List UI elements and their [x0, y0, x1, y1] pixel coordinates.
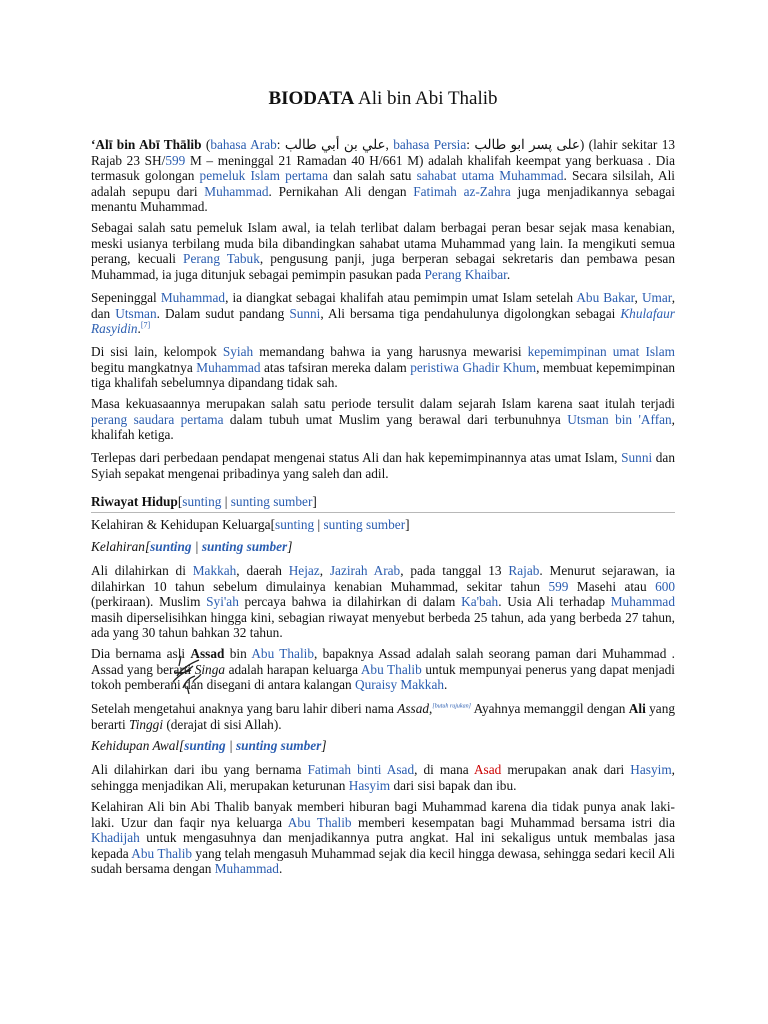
link-syiah[interactable]: Syiah	[222, 344, 254, 359]
paragraph-8: Dia bernama asli Assad bin Abu Thalib, bapaknya Assad adalah salah seorang paman dari Muhammad . Assad yang berarti Singa adalah harapan keluarga Abu Thalib untuk mempunyai penerus yang dapat menjadi tokoh pemberani dan disegani di antara kalangan Quraisy Makkah.	[91, 646, 676, 693]
link-pemeluk-islam-pertama[interactable]: pemeluk Islam pertama	[199, 168, 329, 184]
link-perang-saudara-pertama[interactable]: perang saudara pertama	[91, 411, 224, 427]
link-sunni[interactable]: Sunni	[289, 305, 321, 321]
link-599[interactable]: 599	[548, 578, 569, 594]
link-bahasa-persia[interactable]: bahasa Persia	[393, 137, 467, 152]
link-khulafaur-rasyidin[interactable]: Khulafaur Rasyidin	[91, 305, 675, 337]
link-perang-tabuk[interactable]: Perang Tabuk	[183, 251, 260, 267]
link-syiah[interactable]: Syi'ah	[206, 594, 239, 610]
edit-source-link[interactable]: sunting sumber	[230, 494, 313, 509]
link-fatimah-binti-asad[interactable]: Fatimah binti Asad	[307, 762, 415, 777]
edit-source-link[interactable]: sunting sumber	[323, 517, 406, 532]
link-abu-thalib[interactable]: Abu Thalib	[251, 646, 315, 661]
link-muhammad[interactable]: Muhammad	[204, 183, 269, 199]
link-fatimah-az-zahra[interactable]: Fatimah az-Zahra	[413, 183, 511, 199]
heading-kelahiran: Kelahiran[sunting | sunting sumber]	[91, 539, 293, 554]
paragraph-4: Di sisi lain, kelompok Syiah memandang bahwa ia yang harusnya mewarisi kepemimpinan umat Islam begitu mangkatnya Muhammad atas tafsiran mereka dalam peristiwa Ghadir Khum, membuat kepemimpinan tiga khalifah sebelumnya dipandang tidak sah.	[91, 344, 676, 391]
calligraphy-icon	[169, 652, 205, 694]
link-abu-thalib[interactable]: Abu Thalib	[360, 661, 422, 677]
link-hasyim[interactable]: Hasyim	[630, 762, 672, 777]
citation-needed[interactable]: [butuh rujukan]	[432, 703, 471, 710]
link-muhammad[interactable]: Muhammad	[196, 359, 261, 375]
link-abu-thalib[interactable]: Abu Thalib	[131, 845, 193, 861]
edit-link[interactable]: sunting	[275, 517, 315, 532]
link-asad-redlink[interactable]: Asad	[473, 762, 502, 777]
paragraph-11: Kelahiran Ali bin Abi Thalib banyak memberi hiburan bagi Muhammad karena dia tidak punya anak laki-laki. Uzur dan faqir nya keluarga Abu Thalib memberi kesempatan bagi Muhammad bersama istri dia Khadijah untuk mengasuhnya dan menjadikannya putra angkat. Hal ini sekaligus untuk membalas jasa kepada Abu Thalib yang telah mengasuh Muhammad sejak dia kecil hingga dewasa, sehingga sedari kecil Ali sudah bersama dengan Muhammad.	[91, 799, 675, 877]
heading-kehidupan-awal: Kehidupan Awal[sunting | sunting sumber]	[91, 738, 327, 753]
link-muhammad[interactable]: Muhammad	[160, 290, 226, 305]
paragraph-2: Sebagai salah satu pemeluk Islam awal, ia telah terlibat dalam berbagai peran besar sejak masa kenabian, meski usianya terbilang muda bila dibandingkan sahabat utama Muhammad yang lain. Ia mengikuti semua perang, kecuali Perang Tabuk, pengusung panji, juga berperan sebagai sekretaris dan pembawa pesan Muhammad, ia juga ditunjuk sebagai pemimpin pasukan pada Perang Khaibar.	[91, 220, 675, 282]
link-rajab[interactable]: Rajab	[508, 563, 540, 578]
link-makkah[interactable]: Makkah	[192, 563, 237, 578]
edit-source-link[interactable]: sunting sumber	[201, 539, 288, 554]
link-utsman-bin-affan[interactable]: Utsman bin 'Affan	[567, 411, 672, 427]
link-muhammad[interactable]: Muhammad	[214, 861, 279, 877]
paragraph-10: Ali dilahirkan dari ibu yang bernama Fatimah binti Asad, di mana Asad merupakan anak dari Hasyim, sehingga menjadikan Ali, merupakan keturunan Hasyim dari sisi bapak dan ibu.	[91, 762, 675, 793]
link-hasyim[interactable]: Hasyim	[348, 777, 391, 793]
link-sunni[interactable]: Sunni	[621, 450, 653, 465]
link-kabah[interactable]: Ka'bah	[461, 594, 499, 610]
paragraph-3: Sepeninggal Muhammad, ia diangkat sebagai khalifah atau pemimpin umat Islam setelah Abu Bakar, Umar, dan Utsman. Dalam sudut pandang Sunni, Ali bersama tiga pendahulunya digolongkan sebagai Khulafaur Rasyidin.[7]	[91, 290, 676, 337]
link-abu-bakar[interactable]: Abu Bakar	[576, 290, 635, 305]
paragraph-6: Terlepas dari perbedaan pendapat mengenai status Ali dan hak kepemimpinannya atas umat Islam, Sunni dan Syiah sepakat mengenai pribadinya yang saleh dan adil.	[91, 450, 675, 481]
title-bold: BIODATA	[268, 88, 355, 109]
page-title	[91, 88, 675, 110]
paragraph-7: Ali dilahirkan di Makkah, daerah Hejaz, Jazirah Arab, pada tanggal 13 Rajab. Menurut sejarawan, ia dilahirkan 10 tahun sebelum dimulainya kenabian Muhammad, sekitar tahun 599 Masehi atau 600 (perkiraan). Muslim Syi'ah percaya bahwa ia dilahirkan di dalam Ka'bah. Usia Ali terhadap Muhammad masih diperselisihkan hingga kini, sebagian riwayat menyebut berbeda 25 tahun, ada yang berbeda 27 tahun, ada yang 30 tahun bahkan 32 tahun.	[91, 563, 676, 641]
heading-riwayat-hidup: Riwayat Hidup[sunting | sunting sumber]	[91, 494, 675, 513]
subject-name: ‘Alī bin Abī Thālib	[91, 137, 202, 152]
edit-links: [sunting | sunting sumber]	[144, 539, 293, 554]
link-ghadir-khum[interactable]: peristiwa Ghadir Khum	[410, 359, 537, 375]
link-quraisy-makkah[interactable]: Quraisy Makkah	[355, 677, 444, 693]
edit-link[interactable]: sunting	[150, 539, 192, 554]
edit-links: [sunting | sunting sumber]	[179, 738, 327, 753]
edit-source-link[interactable]: sunting sumber	[235, 738, 322, 753]
citation-7[interactable]: [7]	[140, 320, 151, 330]
heading-kelahiran-keluarga: Kelahiran & Kehidupan Keluarga[sunting | sunting sumber]	[91, 517, 410, 532]
edit-link[interactable]: sunting	[182, 494, 222, 509]
link-hejaz[interactable]: Hejaz	[288, 563, 320, 578]
intro-paragraph: ‘Alī bin Abī Thālib (bahasa Arab: علي بن أبي طالب, bahasa Persia: علی پسر ابو طالب) (lahir sekitar 13 Rajab 23 SH/599 M – meninggal 21 Ramadan 40 H/661 M) adalah khalifah keempat yang berkuasa . Dia termasuk golongan pemeluk Islam pertama dan salah satu sahabat utama Muhammad. Secara silsilah, Ali adalah sepupu dari Muhammad. Pernikahan Ali dengan Fatimah az-Zahra juga menjadikannya sebagai menantu Muhammad.	[91, 137, 676, 215]
link-perang-khaibar[interactable]: Perang Khaibar	[424, 266, 507, 282]
link-bahasa-arab[interactable]: bahasa Arab	[210, 137, 277, 152]
edit-links: [sunting | sunting sumber]	[270, 517, 410, 532]
link-600[interactable]: 600	[655, 578, 676, 594]
paragraph-5: Masa kekuasaannya merupakan salah satu periode tersulit dalam sejarah Islam karena saat itulah terjadi perang saudara pertama dalam tubuh umat Muslim yang berawal dari terbunuhnya Utsman bin 'Affan, khalifah ketiga.	[91, 396, 675, 443]
edit-links: [sunting | sunting sumber]	[177, 494, 317, 509]
link-599[interactable]: 599	[165, 152, 186, 168]
link-muhammad[interactable]: Muhammad	[610, 594, 675, 610]
link-khadijah[interactable]: Khadijah	[91, 830, 140, 846]
link-sahabat-utama[interactable]: sahabat utama Muhammad	[416, 168, 564, 184]
link-kepemimpinan-umat-islam[interactable]: kepemimpinan umat Islam	[527, 344, 675, 359]
link-utsman[interactable]: Utsman	[115, 305, 157, 321]
link-jazirah-arab[interactable]: Jazirah Arab	[329, 563, 401, 578]
title-rest: Ali bin Abi Thalib	[354, 88, 498, 109]
edit-link[interactable]: sunting	[184, 738, 226, 753]
link-abu-thalib[interactable]: Abu Thalib	[287, 814, 352, 830]
link-umar[interactable]: Umar	[641, 290, 672, 305]
paragraph-9: Setelah mengetahui anaknya yang baru lahir diberi nama Assad,[butuh rujukan] Ayahnya memanggil dengan Ali yang berarti Tinggi (derajat di sisi Allah).	[91, 701, 676, 732]
